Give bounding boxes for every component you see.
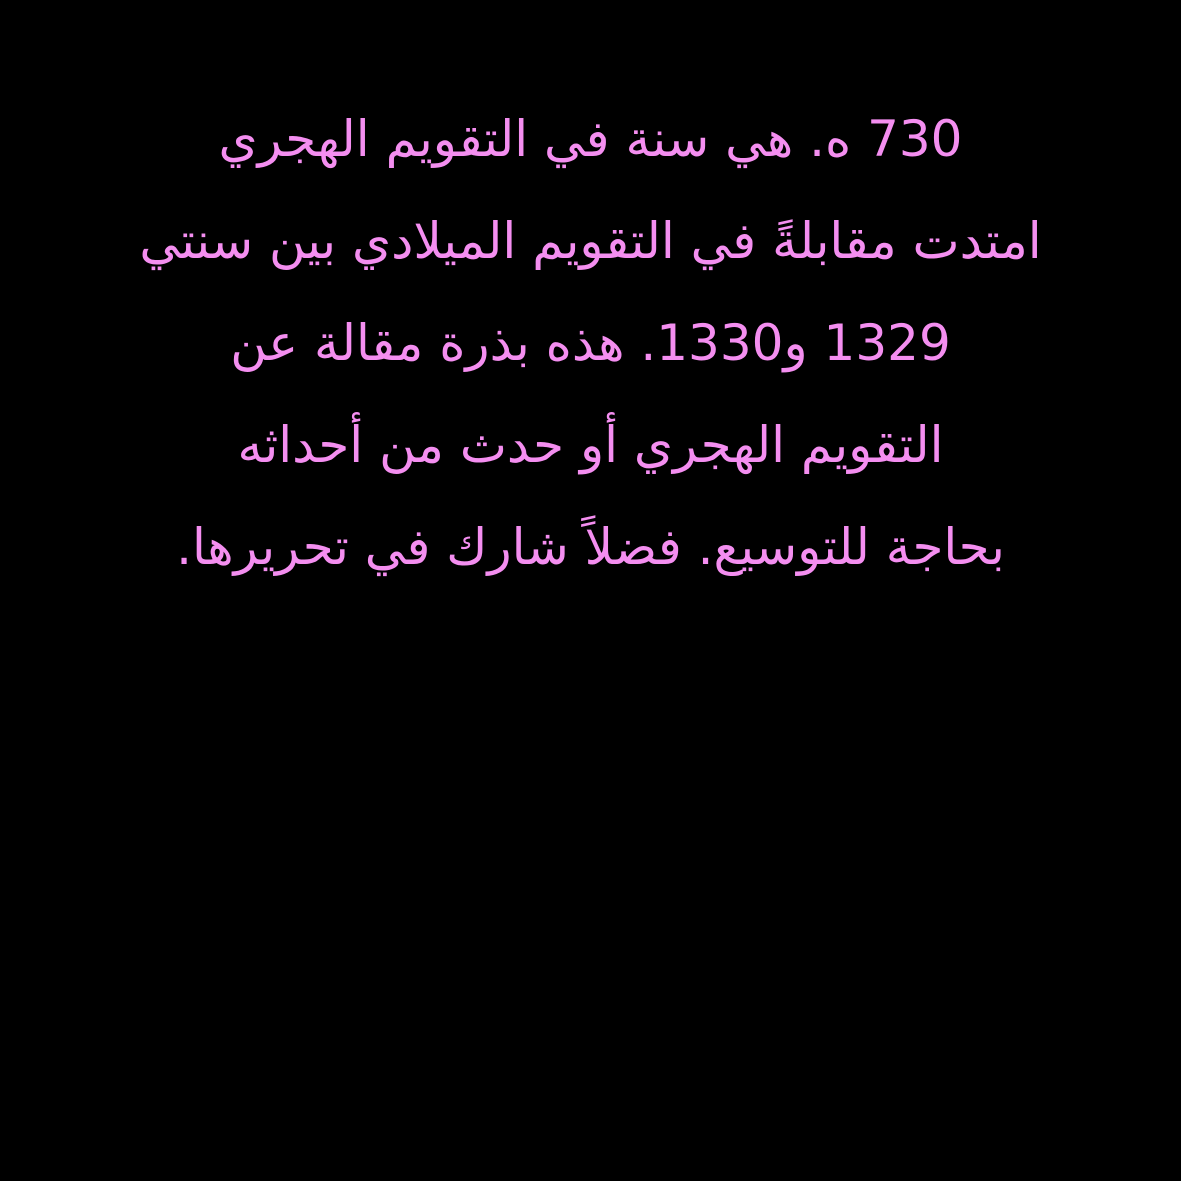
article-stub-text [70,88,1111,598]
text-line-2: امتدت مقابلةً في التقويم الميلادي بين سنتي [139,212,1042,270]
text-line-3: 1329 و1330. هذه بذرة مقالة عن [230,314,951,372]
text-line-4: التقويم الهجري أو حدث من أحداثه [237,416,944,474]
text-line-5: بحاجة للتوسيع. فضلاً شارك في تحريرها. [176,518,1005,576]
text-line-1: 730 ه. هي سنة في التقويم الهجري [218,110,963,168]
